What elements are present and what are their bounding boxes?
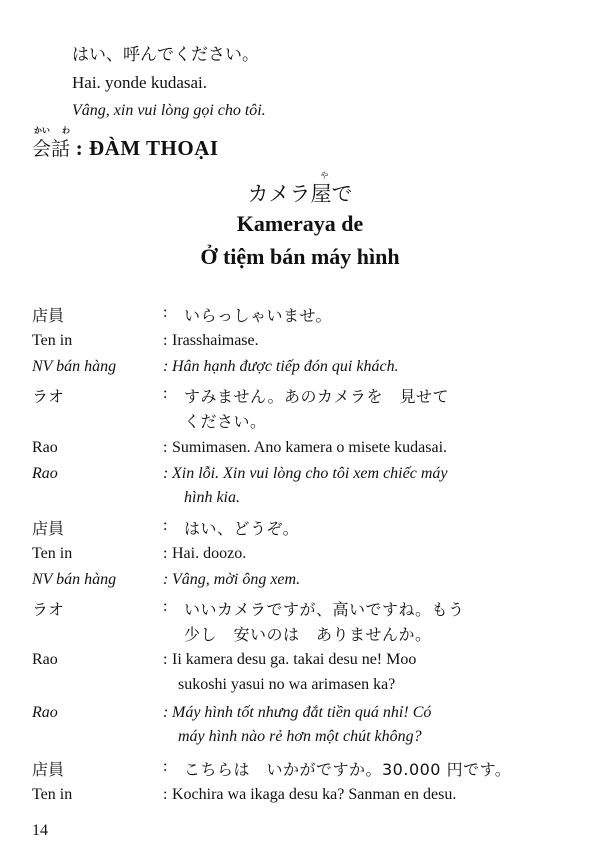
dialogue-title-romaji: Kameraya de [236, 211, 364, 236]
colon: : [163, 385, 168, 402]
colon: : [163, 598, 168, 615]
colon: : [163, 358, 169, 375]
speaker-label: NV bán hàng [32, 571, 117, 588]
utterance-continuation: ください。 [184, 412, 267, 431]
speaker-label: 店員 [32, 519, 65, 538]
dialogue-title-vietnamese: Ở tiệm bán máy hình [200, 244, 400, 269]
colon: : [163, 704, 169, 721]
colon: : [163, 571, 169, 588]
colon: : [163, 651, 168, 668]
heading-ruby-1: かい [34, 126, 50, 135]
intro-romaji: Hai. yonde kudasai. [72, 73, 208, 92]
utterance-continuation: 少し 安いのは ありませんか。 [184, 625, 432, 644]
speaker-label: 店員 [32, 760, 65, 779]
utterance: Xin lỗi. Xin vui lòng cho tôi xem chiếc máy [172, 465, 448, 482]
speaker-label: Rao [32, 651, 58, 668]
section-heading [32, 126, 219, 161]
speaker-label: ラオ [32, 600, 65, 619]
utterance: Vâng, mời ông xem. [172, 571, 301, 588]
speaker-label: Ten in [32, 786, 73, 803]
intro-vietnamese: Vâng, xin vui lòng gọi cho tôi. [72, 102, 266, 119]
utterance-continuation: máy hình nào rẻ hơn một chút không? [178, 728, 422, 745]
utterance: はい、どうぞ。 [184, 519, 300, 538]
intro-japanese: はい、呼んでください。 [72, 45, 259, 65]
heading-ruby-2: わ [62, 126, 70, 135]
utterance-continuation: sukoshi yasui no wa arimasen ka? [178, 676, 396, 693]
colon: : [163, 332, 168, 349]
speaker-label: Rao [32, 465, 58, 482]
utterance: こちらは いかがですか。30.000 円です。 [184, 760, 512, 779]
utterance: Hân hạnh được tiếp đón qui khách. [172, 358, 399, 375]
speaker-label: Rao [32, 704, 58, 721]
colon: : [163, 517, 168, 534]
colon: : [163, 758, 168, 775]
title-ruby: や [320, 171, 329, 180]
page-number: 14 [32, 822, 48, 839]
colon: : [163, 786, 168, 803]
utterance-continuation: hình kia. [184, 489, 240, 506]
speaker-label: Ten in [32, 545, 73, 562]
speaker-label: NV bán hàng [32, 358, 117, 375]
utterance: Hai. doozo. [172, 545, 247, 562]
heading-japanese-label: 会話 [32, 138, 71, 160]
heading-vietnamese-label: ĐÀM THOẠI [89, 136, 219, 160]
utterance: Máy hình tốt nhưng đắt tiền quá nhỉ! Có [172, 704, 432, 721]
utterance: Irasshaimase. [172, 332, 259, 349]
colon: : [163, 545, 168, 562]
colon: : [163, 439, 168, 456]
dialogue-title-japanese [0, 171, 600, 208]
colon: : [163, 465, 169, 482]
utterance: いらっしゃいませ。 [184, 306, 333, 325]
speaker-label: Ten in [32, 332, 73, 349]
utterance: いいカメラですが、高いですね。もう [184, 600, 465, 619]
speaker-label: ラオ [32, 387, 65, 406]
heading-separator: : [70, 136, 90, 160]
title-japanese-text: カメラ屋で [247, 182, 353, 206]
utterance: Kochira wa ikaga desu ka? Sanman en desu. [172, 786, 457, 803]
utterance: Sumimasen. Ano kamera o misete kudasai. [172, 439, 448, 456]
utterance: Ii kamera desu ga. takai desu ne! Moo [172, 651, 417, 668]
colon: : [163, 304, 168, 321]
utterance: すみません。あのカメラを 見せて [184, 387, 449, 406]
speaker-label: 店員 [32, 306, 65, 325]
speaker-label: Rao [32, 439, 58, 456]
